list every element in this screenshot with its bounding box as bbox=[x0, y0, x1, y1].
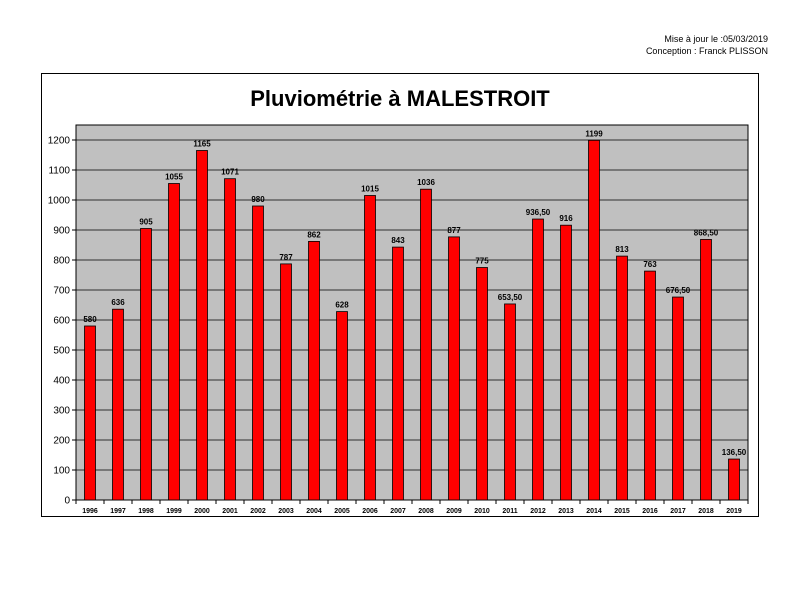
x-tick-label-2012: 2012 bbox=[530, 508, 546, 515]
data-label-2018: 868,50 bbox=[693, 228, 719, 238]
x-tick-label-2011: 2011 bbox=[502, 508, 518, 515]
x-tick-label-2019: 2019 bbox=[726, 508, 742, 515]
bar-2014 bbox=[589, 140, 600, 500]
bar-2002 bbox=[253, 206, 264, 500]
data-label-2011: 653,50 bbox=[497, 292, 523, 302]
bar-2003 bbox=[281, 264, 292, 500]
bar-2001 bbox=[225, 179, 236, 500]
data-label-2019: 136,50 bbox=[721, 448, 747, 458]
y-tick-label: 900 bbox=[53, 225, 70, 237]
bar-2004 bbox=[309, 241, 320, 500]
bar-2013 bbox=[561, 225, 572, 500]
data-label-2016: 763 bbox=[643, 260, 657, 270]
chart-title: Pluviométrie à MALESTROIT bbox=[250, 86, 550, 111]
bar-2018 bbox=[701, 239, 712, 500]
data-label-2002: 980 bbox=[251, 195, 265, 204]
data-label-2012: 936,50 bbox=[525, 208, 551, 218]
y-tick-label: 0 bbox=[64, 495, 70, 507]
data-label-2014: 1199 bbox=[585, 129, 603, 139]
x-tick-label-2018: 2018 bbox=[698, 508, 714, 515]
x-tick-label-2010: 2010 bbox=[474, 508, 490, 515]
data-label-1999: 1055 bbox=[165, 172, 183, 182]
data-label-2017: 676,50 bbox=[665, 286, 691, 296]
y-tick-label: 600 bbox=[53, 315, 70, 327]
bar-2012 bbox=[533, 219, 544, 500]
bar-2006 bbox=[365, 196, 376, 501]
data-label-1996: 580 bbox=[83, 315, 97, 324]
data-label-2003: 787 bbox=[279, 252, 293, 262]
x-tick-label-2002: 2002 bbox=[250, 508, 266, 515]
y-tick-label: 100 bbox=[53, 465, 70, 477]
bar-2000 bbox=[197, 151, 208, 501]
data-label-1998: 905 bbox=[139, 217, 153, 227]
data-label-2015: 813 bbox=[615, 245, 629, 255]
x-tick-label-2017: 2017 bbox=[670, 508, 686, 515]
x-tick-label-2008: 2008 bbox=[418, 508, 434, 515]
bar-1996 bbox=[85, 326, 96, 500]
bar-2016 bbox=[645, 271, 656, 500]
bar-2019 bbox=[729, 459, 740, 500]
y-tick-label: 1100 bbox=[48, 165, 70, 177]
x-tick-label-2001: 2001 bbox=[222, 508, 238, 515]
data-label-2001: 1071 bbox=[221, 167, 239, 177]
x-tick-label-1996: 1996 bbox=[82, 508, 98, 515]
bar-2008 bbox=[421, 189, 432, 500]
x-tick-label-2000: 2000 bbox=[194, 508, 210, 515]
author-credit: Conception : Franck PLISSON bbox=[645, 46, 768, 56]
bar-2009 bbox=[449, 237, 460, 500]
x-tick-label-2014: 2014 bbox=[586, 508, 602, 515]
data-label-2005: 628 bbox=[335, 300, 349, 310]
x-tick-label-2006: 2006 bbox=[362, 508, 378, 515]
x-tick-label-2016: 2016 bbox=[642, 508, 658, 515]
y-tick-label: 800 bbox=[53, 255, 70, 267]
bar-2011 bbox=[505, 304, 516, 500]
data-label-2004: 862 bbox=[307, 230, 321, 240]
update-date: Mise à jour le :05/03/2019 bbox=[664, 34, 768, 44]
x-tick-label-1998: 1998 bbox=[138, 508, 154, 515]
y-tick-label: 400 bbox=[53, 375, 70, 387]
y-tick-label: 700 bbox=[53, 285, 70, 297]
data-label-2013: 916 bbox=[559, 214, 573, 224]
y-tick-label: 1000 bbox=[47, 195, 70, 207]
bar-2010 bbox=[477, 268, 488, 501]
y-tick-label: 500 bbox=[53, 345, 70, 357]
bar-1998 bbox=[141, 229, 152, 501]
data-label-2010: 775 bbox=[475, 256, 489, 266]
x-tick-label-2005: 2005 bbox=[334, 508, 350, 515]
x-tick-label-2015: 2015 bbox=[614, 508, 630, 515]
x-tick-label-2007: 2007 bbox=[390, 508, 406, 515]
y-tick-label: 1200 bbox=[47, 135, 70, 147]
bar-2017 bbox=[673, 297, 684, 500]
y-tick-label: 200 bbox=[53, 435, 70, 447]
data-label-1997: 636 bbox=[111, 298, 125, 308]
x-tick-label-1997: 1997 bbox=[110, 508, 126, 515]
bar-1997 bbox=[113, 309, 124, 500]
x-tick-label-1999: 1999 bbox=[166, 508, 182, 515]
x-tick-label-2004: 2004 bbox=[306, 508, 322, 515]
bar-2005 bbox=[337, 312, 348, 500]
bar-2015 bbox=[617, 256, 628, 500]
bar-1999 bbox=[169, 184, 180, 501]
x-tick-label-2003: 2003 bbox=[278, 508, 294, 515]
y-tick-label: 300 bbox=[53, 405, 70, 417]
data-label-2009: 877 bbox=[447, 225, 461, 235]
data-label-2007: 843 bbox=[391, 236, 405, 246]
x-tick-label-2009: 2009 bbox=[446, 508, 462, 515]
x-tick-label-2013: 2013 bbox=[558, 508, 574, 515]
data-label-2000: 1165 bbox=[193, 139, 211, 149]
data-label-2008: 1036 bbox=[417, 178, 435, 188]
data-label-2006: 1015 bbox=[361, 184, 379, 194]
bar-2007 bbox=[393, 247, 404, 500]
